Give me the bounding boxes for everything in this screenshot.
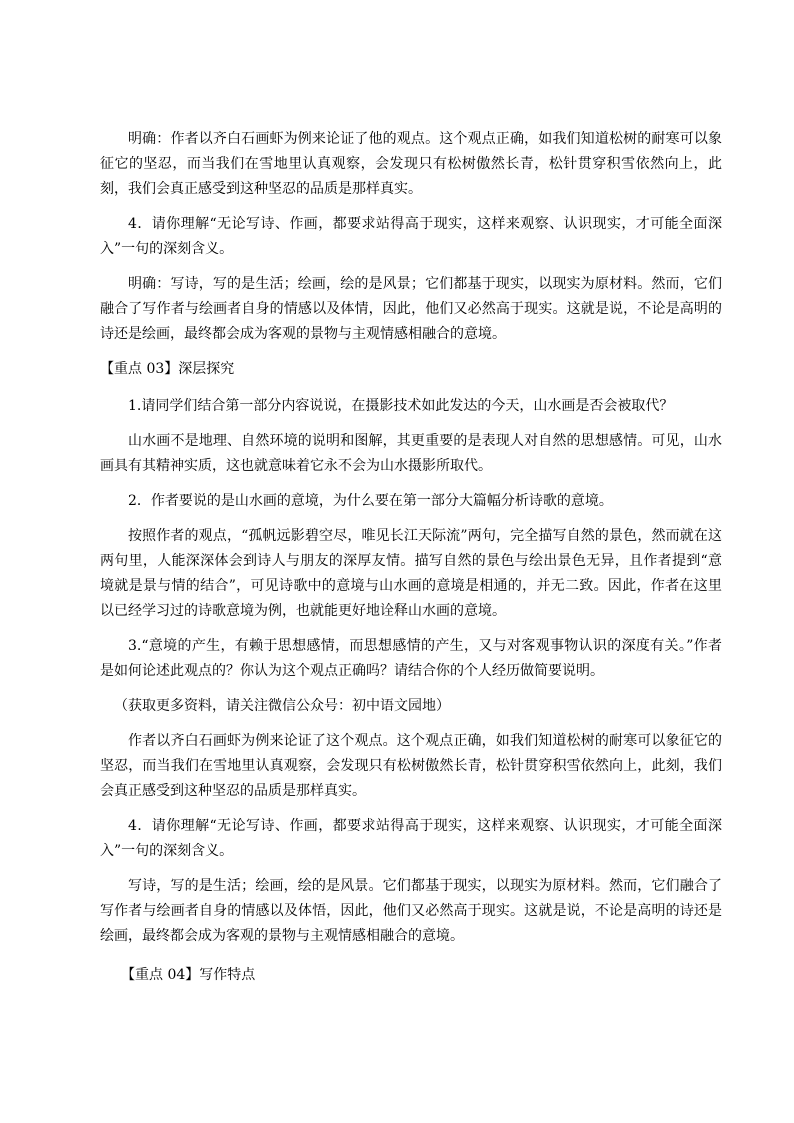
answer-paragraph-6: 写诗，写的是生活；绘画，绘的是风景。它们都基于现实，以现实为原材料。然而，它们融合了写作者与绘画者自身的情感以及体悟，因此，他们又必然高于现实。这就是说，不论是高明的诗还是绘画，最终都会成为客观的景物与主观情感相融合的意境。 xyxy=(100,878,722,944)
answer-paragraph-1: 明确：作者以齐白石画虾为例来论证了他的观点。这个观点正确，如我们知道松树的耐寒可以象征它的坚忍，而当我们在雪地里认真观察，会发现只有松树傲然长青，松针贯穿积雪依然向上，此刻，我们会真正感受到这种坚忍的品质是那样真实。 xyxy=(100,131,722,197)
section-heading-04: 【重点 04】写作特点 xyxy=(121,967,256,983)
question-4: 4．请你理解“无论写诗、作画，都要求站得高于现实，这样来观察、认识现实，才可能全面深入”一句的深刻含义。 xyxy=(100,216,722,257)
document-body xyxy=(100,127,722,1000)
question-1: 1.请同学们结合第一部分内容说说，在摄影技术如此发达的今天，山水画是否会被取代？ xyxy=(128,398,674,414)
promo-note: （获取更多资料，请关注微信公众号：初中语文园地） xyxy=(114,698,450,714)
question-4-repeat: 4．请你理解“无论写诗、作画，都要求站得高于现实，这样来观察、认识现实，才可能全面深入”一句的深刻含义。 xyxy=(100,818,722,859)
answer-paragraph-5: 作者以齐白石画虾为例来论证了这个观点。这个观点正确，如我们知道松树的耐寒可以象征它的坚忍，而当我们在雪地里认真观察，会发现只有松树傲然长青，松针贯穿积雪依然向上，此刻，我们会真正感受到这种坚忍的品质是那样真实。 xyxy=(100,733,722,799)
section-heading-03: 【重点 03】深层探究 xyxy=(100,361,235,377)
answer-paragraph-2: 明确：写诗，写的是生活；绘画，绘的是风景；它们都基于现实，以现实为原材料。然而，它们融合了写作者与绘画者自身的情感以及体情，因此，他们又必然高于现实。这就是说，不论是高明的诗还是绘画，最终都会成为客观的景物与主观情感相融合的意境。 xyxy=(100,276,722,342)
question-3: 3.“意境的产生，有赖于思想感情，而思想感情的产生，又与对客观事物认识的深度有关。”作者是如何论述此观点的？你认为这个观点正确吗？请结合你的个人经历做简要说明。 xyxy=(100,638,722,679)
answer-paragraph-4: 按照作者的观点，“孤帆远影碧空尽，唯见长江天际流”两句，完全描写自然的景色，然而就在这两句里，人能深深体会到诗人与朋友的深厚友情。描写自然的景色与绘出景色无异，且作者提到“意境就是景与情的结合”，可见诗歌中的意境与山水画的意境是相通的，并无二致。因此，作者在这里以已经学习过的诗歌意境为例，也就能更好地诠释山水画的意境。 xyxy=(100,528,722,619)
question-2: 2．作者要说的是山水画的意境，为什么要在第一部分大篇幅分析诗歌的意境。 xyxy=(128,493,613,509)
answer-paragraph-3: 山水画不是地理、自然环境的说明和图解，其更重要的是表现人对自然的思想感情。可见，山水画具有其精神实质，这也就意味着它永不会为山水摄影所取代。 xyxy=(100,433,722,474)
